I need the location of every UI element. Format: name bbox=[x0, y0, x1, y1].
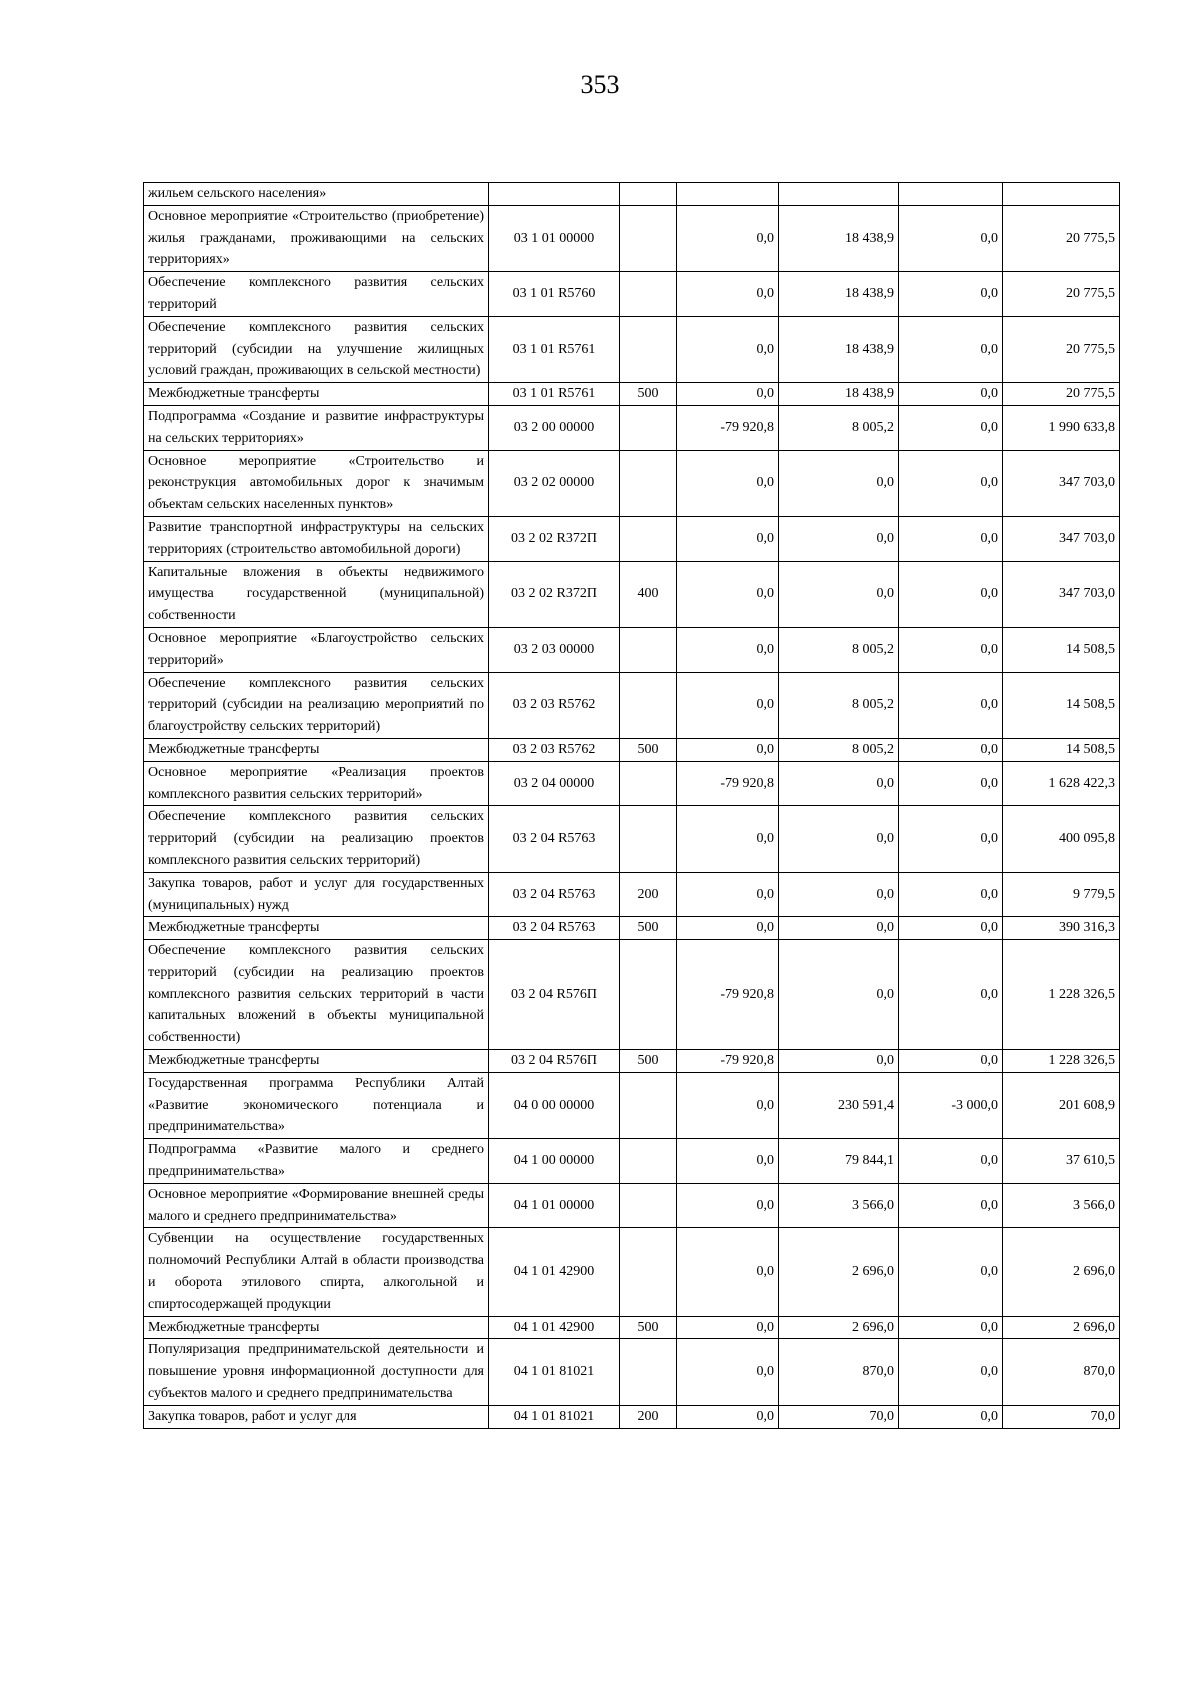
amount-cell-4: 1 990 633,8 bbox=[1003, 405, 1120, 450]
expense-type-cell bbox=[620, 806, 677, 872]
amount-cell-2: 2 696,0 bbox=[779, 1316, 899, 1339]
amount-cell-4: 9 779,5 bbox=[1003, 872, 1120, 917]
amount-cell-4: 400 095,8 bbox=[1003, 806, 1120, 872]
amount-cell-3: 0,0 bbox=[899, 917, 1003, 940]
amount-cell-4: 390 316,3 bbox=[1003, 917, 1120, 940]
row-name-cell: Развитие транспортной инфраструктуры на сельских территориях (строительство автомобильной дороги) bbox=[144, 516, 489, 561]
expense-type-cell: 500 bbox=[620, 1316, 677, 1339]
expense-type-cell bbox=[620, 205, 677, 271]
amount-cell-3: 0,0 bbox=[899, 561, 1003, 627]
amount-cell-4: 347 703,0 bbox=[1003, 561, 1120, 627]
amount-cell-2: 8 005,2 bbox=[779, 405, 899, 450]
amount-cell-4: 20 775,5 bbox=[1003, 316, 1120, 382]
table-row bbox=[144, 316, 1120, 382]
amount-cell-3: 0,0 bbox=[899, 761, 1003, 806]
table-row bbox=[144, 516, 1120, 561]
amount-cell-3: 0,0 bbox=[899, 1050, 1003, 1073]
table-row bbox=[144, 1050, 1120, 1073]
table-row bbox=[144, 561, 1120, 627]
amount-cell-1: 0,0 bbox=[677, 561, 779, 627]
classification-code-cell: 03 2 04 00000 bbox=[489, 761, 620, 806]
page-number: 353 bbox=[580, 70, 620, 99]
classification-code-cell: 03 1 01 R5761 bbox=[489, 316, 620, 382]
amount-cell-1: 0,0 bbox=[677, 1139, 779, 1184]
amount-cell-3: 0,0 bbox=[899, 806, 1003, 872]
amount-cell-4: 201 608,9 bbox=[1003, 1072, 1120, 1138]
row-name-cell: Основное мероприятие «Формирование внешней среды малого и среднего предпринимательства» bbox=[144, 1183, 489, 1228]
amount-cell-3: 0,0 bbox=[899, 738, 1003, 761]
amount-cell-4: 37 610,5 bbox=[1003, 1139, 1120, 1184]
expense-type-cell: 400 bbox=[620, 561, 677, 627]
table-row bbox=[144, 627, 1120, 672]
table-row bbox=[144, 1339, 1120, 1405]
amount-cell-3: 0,0 bbox=[899, 1339, 1003, 1405]
classification-code-cell: 04 1 01 00000 bbox=[489, 1183, 620, 1228]
row-name-cell: Основное мероприятие «Реализация проектов комплексного развития сельских территорий» bbox=[144, 761, 489, 806]
classification-code-cell: 03 2 04 R5763 bbox=[489, 872, 620, 917]
amount-cell-3: 0,0 bbox=[899, 940, 1003, 1050]
expense-type-cell bbox=[620, 1339, 677, 1405]
classification-code-cell: 04 1 01 42900 bbox=[489, 1316, 620, 1339]
amount-cell-2: 79 844,1 bbox=[779, 1139, 899, 1184]
row-name-cell: Обеспечение комплексного развития сельских территорий (субсидии на реализацию проектов комплексного развития сельских территорий в части капитальных вложений в объекты муниципальной собственности) bbox=[144, 940, 489, 1050]
amount-cell-4: 3 566,0 bbox=[1003, 1183, 1120, 1228]
amount-cell-4: 1 628 422,3 bbox=[1003, 761, 1120, 806]
row-name-cell: Межбюджетные трансферты bbox=[144, 738, 489, 761]
expense-type-cell bbox=[620, 1139, 677, 1184]
table-row bbox=[144, 405, 1120, 450]
row-name-cell: Закупка товаров, работ и услуг для государственных (муниципальных) нужд bbox=[144, 872, 489, 917]
amount-cell-1: 0,0 bbox=[677, 806, 779, 872]
amount-cell-3: 0,0 bbox=[899, 1228, 1003, 1316]
amount-cell-2: 0,0 bbox=[779, 516, 899, 561]
amount-cell-2: 18 438,9 bbox=[779, 205, 899, 271]
amount-cell-1: 0,0 bbox=[677, 516, 779, 561]
amount-cell-1: -79 920,8 bbox=[677, 405, 779, 450]
expense-type-cell bbox=[620, 316, 677, 382]
budget-table-body bbox=[144, 183, 1120, 1429]
amount-cell-1: 0,0 bbox=[677, 872, 779, 917]
amount-cell-4: 347 703,0 bbox=[1003, 450, 1120, 516]
amount-cell-1: -79 920,8 bbox=[677, 1050, 779, 1073]
row-name-cell: Межбюджетные трансферты bbox=[144, 383, 489, 406]
amount-cell-1: 0,0 bbox=[677, 1339, 779, 1405]
expense-type-cell bbox=[620, 405, 677, 450]
amount-cell-3: 0,0 bbox=[899, 450, 1003, 516]
amount-cell-2: 0,0 bbox=[779, 806, 899, 872]
amount-cell-3: 0,0 bbox=[899, 272, 1003, 317]
classification-code-cell: 04 1 01 81021 bbox=[489, 1339, 620, 1405]
row-name-cell: Межбюджетные трансферты bbox=[144, 1316, 489, 1339]
amount-cell-1: 0,0 bbox=[677, 383, 779, 406]
amount-cell-2: 870,0 bbox=[779, 1339, 899, 1405]
amount-cell-3: 0,0 bbox=[899, 1139, 1003, 1184]
amount-cell-4: 20 775,5 bbox=[1003, 205, 1120, 271]
row-name-cell: Обеспечение комплексного развития сельских территорий (субсидии на реализацию проектов комплексного развития сельских территорий) bbox=[144, 806, 489, 872]
row-name-cell: жильем сельского населения» bbox=[144, 183, 489, 206]
amount-cell-3: 0,0 bbox=[899, 205, 1003, 271]
amount-cell-3: 0,0 bbox=[899, 627, 1003, 672]
amount-cell-2: 8 005,2 bbox=[779, 672, 899, 738]
amount-cell-3: 0,0 bbox=[899, 316, 1003, 382]
classification-code-cell: 03 2 04 R576П bbox=[489, 1050, 620, 1073]
amount-cell-4: 2 696,0 bbox=[1003, 1316, 1120, 1339]
table-row bbox=[144, 806, 1120, 872]
row-name-cell: Межбюджетные трансферты bbox=[144, 917, 489, 940]
amount-cell-1: 0,0 bbox=[677, 917, 779, 940]
table-row bbox=[144, 450, 1120, 516]
amount-cell-1: 0,0 bbox=[677, 272, 779, 317]
amount-cell-1 bbox=[677, 183, 779, 206]
classification-code-cell: 03 1 01 00000 bbox=[489, 205, 620, 271]
row-name-cell: Обеспечение комплексного развития сельских территорий (субсидии на реализацию мероприятий по благоустройству сельских территорий) bbox=[144, 672, 489, 738]
expense-type-cell: 500 bbox=[620, 383, 677, 406]
amount-cell-2: 18 438,9 bbox=[779, 316, 899, 382]
expense-type-cell bbox=[620, 761, 677, 806]
classification-code-cell: 03 2 04 R576П bbox=[489, 940, 620, 1050]
classification-code-cell: 04 1 01 81021 bbox=[489, 1405, 620, 1428]
amount-cell-4: 70,0 bbox=[1003, 1405, 1120, 1428]
amount-cell-2: 0,0 bbox=[779, 450, 899, 516]
amount-cell-3: 0,0 bbox=[899, 872, 1003, 917]
amount-cell-2: 0,0 bbox=[779, 561, 899, 627]
amount-cell-4: 14 508,5 bbox=[1003, 627, 1120, 672]
table-row bbox=[144, 738, 1120, 761]
expense-type-cell bbox=[620, 940, 677, 1050]
classification-code-cell: 03 2 02 R372П bbox=[489, 516, 620, 561]
expense-type-cell bbox=[620, 1072, 677, 1138]
row-name-cell: Субвенции на осуществление государственных полномочий Республики Алтай в области производства и оборота этилового спирта, алкогольной и спиртосодержащей продукции bbox=[144, 1228, 489, 1316]
expense-type-cell bbox=[620, 272, 677, 317]
expense-type-cell: 200 bbox=[620, 872, 677, 917]
classification-code-cell: 03 1 01 R5761 bbox=[489, 383, 620, 406]
row-name-cell: Основное мероприятие «Строительство (приобретение) жилья гражданами, проживающими на сельских территориях» bbox=[144, 205, 489, 271]
amount-cell-1: 0,0 bbox=[677, 1405, 779, 1428]
amount-cell-4: 14 508,5 bbox=[1003, 672, 1120, 738]
amount-cell-2: 0,0 bbox=[779, 761, 899, 806]
table-row bbox=[144, 1316, 1120, 1339]
classification-code-cell: 03 2 03 R5762 bbox=[489, 672, 620, 738]
amount-cell-1: 0,0 bbox=[677, 1183, 779, 1228]
amount-cell-3 bbox=[899, 183, 1003, 206]
row-name-cell: Основное мероприятие «Благоустройство сельских территорий» bbox=[144, 627, 489, 672]
classification-code-cell: 03 2 03 R5762 bbox=[489, 738, 620, 761]
amount-cell-4: 20 775,5 bbox=[1003, 383, 1120, 406]
classification-code-cell bbox=[489, 183, 620, 206]
expense-type-cell: 500 bbox=[620, 1050, 677, 1073]
amount-cell-3: 0,0 bbox=[899, 1183, 1003, 1228]
table-row bbox=[144, 205, 1120, 271]
expense-type-cell bbox=[620, 450, 677, 516]
amount-cell-1: 0,0 bbox=[677, 450, 779, 516]
table-row bbox=[144, 940, 1120, 1050]
table-row bbox=[144, 672, 1120, 738]
classification-code-cell: 03 2 02 00000 bbox=[489, 450, 620, 516]
amount-cell-4: 1 228 326,5 bbox=[1003, 940, 1120, 1050]
row-name-cell: Подпрограмма «Создание и развитие инфраструктуры на сельских территориях» bbox=[144, 405, 489, 450]
expense-type-cell: 500 bbox=[620, 917, 677, 940]
budget-table bbox=[143, 182, 1120, 1429]
classification-code-cell: 03 1 01 R5760 bbox=[489, 272, 620, 317]
amount-cell-2: 3 566,0 bbox=[779, 1183, 899, 1228]
expense-type-cell: 500 bbox=[620, 738, 677, 761]
row-name-cell: Закупка товаров, работ и услуг для bbox=[144, 1405, 489, 1428]
row-name-cell: Популяризация предпринимательской деятельности и повышение уровня информационной доступности для субъектов малого и среднего предпринимательства bbox=[144, 1339, 489, 1405]
table-row bbox=[144, 872, 1120, 917]
classification-code-cell: 04 1 01 42900 bbox=[489, 1228, 620, 1316]
table-row bbox=[144, 1228, 1120, 1316]
amount-cell-1: 0,0 bbox=[677, 738, 779, 761]
amount-cell-4: 347 703,0 bbox=[1003, 516, 1120, 561]
amount-cell-2: 230 591,4 bbox=[779, 1072, 899, 1138]
amount-cell-3: 0,0 bbox=[899, 383, 1003, 406]
amount-cell-1: 0,0 bbox=[677, 1228, 779, 1316]
row-name-cell: Государственная программа Республики Алтай «Развитие экономического потенциала и предпринимательства» bbox=[144, 1072, 489, 1138]
amount-cell-2: 18 438,9 bbox=[779, 383, 899, 406]
amount-cell-2: 2 696,0 bbox=[779, 1228, 899, 1316]
expense-type-cell bbox=[620, 627, 677, 672]
classification-code-cell: 04 0 00 00000 bbox=[489, 1072, 620, 1138]
amount-cell-4: 2 696,0 bbox=[1003, 1228, 1120, 1316]
amount-cell-1: 0,0 bbox=[677, 627, 779, 672]
row-name-cell: Обеспечение комплексного развития сельских территорий bbox=[144, 272, 489, 317]
table-row bbox=[144, 272, 1120, 317]
amount-cell-1: -79 920,8 bbox=[677, 761, 779, 806]
amount-cell-1: 0,0 bbox=[677, 205, 779, 271]
amount-cell-1: 0,0 bbox=[677, 316, 779, 382]
table-row bbox=[144, 1183, 1120, 1228]
amount-cell-3: -3 000,0 bbox=[899, 1072, 1003, 1138]
amount-cell-1: -79 920,8 bbox=[677, 940, 779, 1050]
classification-code-cell: 03 2 04 R5763 bbox=[489, 806, 620, 872]
amount-cell-1: 0,0 bbox=[677, 672, 779, 738]
table-row bbox=[144, 183, 1120, 206]
classification-code-cell: 03 2 03 00000 bbox=[489, 627, 620, 672]
table-row bbox=[144, 383, 1120, 406]
classification-code-cell: 03 2 04 R5763 bbox=[489, 917, 620, 940]
amount-cell-4: 1 228 326,5 bbox=[1003, 1050, 1120, 1073]
table-row bbox=[144, 761, 1120, 806]
row-name-cell: Основное мероприятие «Строительство и реконструкция автомобильных дорог к значимым объектам сельских населенных пунктов» bbox=[144, 450, 489, 516]
amount-cell-4: 20 775,5 bbox=[1003, 272, 1120, 317]
amount-cell-3: 0,0 bbox=[899, 1405, 1003, 1428]
classification-code-cell: 03 2 00 00000 bbox=[489, 405, 620, 450]
amount-cell-2: 70,0 bbox=[779, 1405, 899, 1428]
table-row bbox=[144, 917, 1120, 940]
row-name-cell: Подпрограмма «Развитие малого и среднего предпринимательства» bbox=[144, 1139, 489, 1184]
amount-cell-4: 870,0 bbox=[1003, 1339, 1120, 1405]
expense-type-cell bbox=[620, 183, 677, 206]
amount-cell-3: 0,0 bbox=[899, 516, 1003, 561]
row-name-cell: Капитальные вложения в объекты недвижимого имущества государственной (муниципальной) собственности bbox=[144, 561, 489, 627]
row-name-cell: Межбюджетные трансферты bbox=[144, 1050, 489, 1073]
row-name-cell: Обеспечение комплексного развития сельских территорий (субсидии на улучшение жилищных условий граждан, проживающих в сельской местности) bbox=[144, 316, 489, 382]
expense-type-cell bbox=[620, 672, 677, 738]
amount-cell-2: 0,0 bbox=[779, 917, 899, 940]
amount-cell-2: 8 005,2 bbox=[779, 738, 899, 761]
expense-type-cell: 200 bbox=[620, 1405, 677, 1428]
amount-cell-3: 0,0 bbox=[899, 1316, 1003, 1339]
classification-code-cell: 04 1 00 00000 bbox=[489, 1139, 620, 1184]
amount-cell-1: 0,0 bbox=[677, 1316, 779, 1339]
table-row bbox=[144, 1139, 1120, 1184]
amount-cell-4: 14 508,5 bbox=[1003, 738, 1120, 761]
amount-cell-2: 0,0 bbox=[779, 940, 899, 1050]
amount-cell-2 bbox=[779, 183, 899, 206]
amount-cell-2: 8 005,2 bbox=[779, 627, 899, 672]
amount-cell-1: 0,0 bbox=[677, 1072, 779, 1138]
amount-cell-4 bbox=[1003, 183, 1120, 206]
expense-type-cell bbox=[620, 1183, 677, 1228]
amount-cell-2: 18 438,9 bbox=[779, 272, 899, 317]
expense-type-cell bbox=[620, 516, 677, 561]
amount-cell-3: 0,0 bbox=[899, 405, 1003, 450]
table-row bbox=[144, 1072, 1120, 1138]
table-row bbox=[144, 1405, 1120, 1428]
amount-cell-2: 0,0 bbox=[779, 872, 899, 917]
amount-cell-3: 0,0 bbox=[899, 672, 1003, 738]
classification-code-cell: 03 2 02 R372П bbox=[489, 561, 620, 627]
amount-cell-2: 0,0 bbox=[779, 1050, 899, 1073]
expense-type-cell bbox=[620, 1228, 677, 1316]
